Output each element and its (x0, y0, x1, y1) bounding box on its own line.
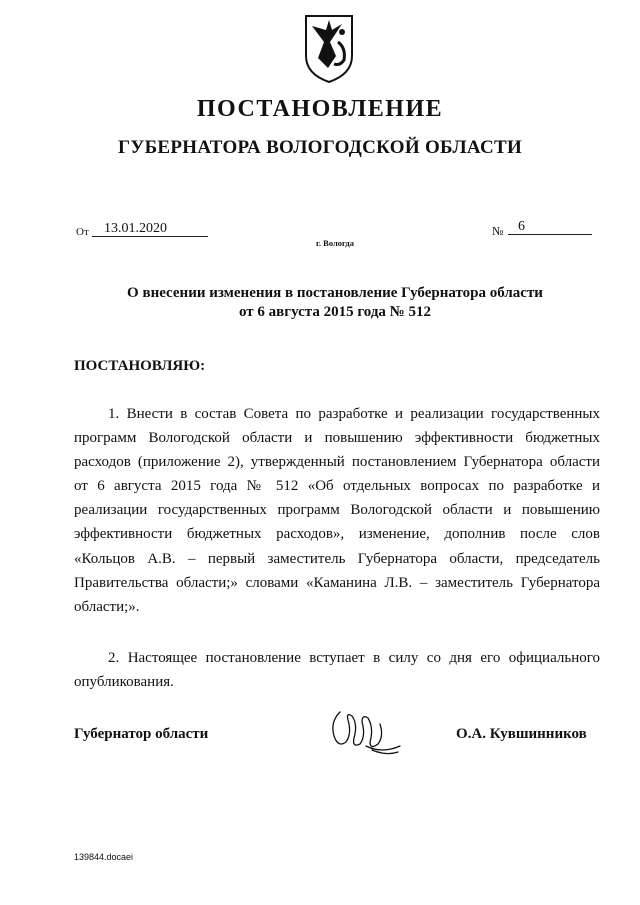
document-date: 13.01.2020 (104, 221, 167, 236)
number-prefix: № (492, 224, 504, 238)
document-number: 6 (518, 219, 525, 234)
paragraph-1-line: реализации государственных программ Вологодской области и повышению (74, 502, 600, 519)
subject-line-2: от 6 августа 2015 года № 512 (239, 304, 431, 320)
decree-heading: ПОСТАНОВЛЯЮ: (74, 358, 206, 374)
paragraph-2-line: 2. Настоящее постановление вступает в силу со дня его официального (108, 650, 600, 666)
paragraph-1-line: Правительства области;» словами «Каманина Л.В. – заместитель Губернатора (74, 574, 600, 591)
coat-of-arms-emblem (302, 12, 356, 84)
signatory-title: Губернатор области (74, 726, 209, 742)
document-type-heading: ПОСТАНОВЛЕНИЕ (196, 96, 444, 122)
date-prefix: От (76, 226, 89, 238)
date-underline (92, 236, 208, 237)
city-label: г. Вологда (316, 238, 354, 248)
paragraph-2 (74, 646, 600, 694)
file-identifier: 139844.docaei (74, 852, 134, 862)
signatory-name: О.А. Кувшинников (456, 726, 587, 742)
paragraph-1 (74, 402, 600, 619)
paragraph-1-line: расходов (приложение 2), утвержденный постановлением Губернатора области (74, 454, 600, 471)
issuer-heading: ГУБЕРНАТОРА ВОЛОГОДСКОЙ ОБЛАСТИ (117, 137, 523, 158)
paragraph-1-line: «Кольцов А.В. – первый заместитель Губернатора области, председатель (74, 550, 600, 567)
handwritten-signature (326, 702, 404, 758)
subject-line-1: О внесении изменения в постановление Губернатора области (127, 285, 543, 301)
paragraph-1-line: программ Вологодской области и повышению эффективности бюджетных (74, 430, 600, 447)
paragraph-1-line: 1. Внести в состав Совета по разработке и реализации государственных (108, 406, 600, 422)
paragraph-1-line: эффективности бюджетных расходов», изменение, дополнив после слов (74, 526, 600, 543)
number-underline (508, 234, 592, 235)
paragraph-1-line: от 6 августа 2015 года № 512 «Об отдельных вопросах по разработке и (74, 478, 600, 495)
paragraph-2-line: опубликования. (74, 674, 174, 691)
paragraph-1-line: области;». (74, 598, 140, 615)
